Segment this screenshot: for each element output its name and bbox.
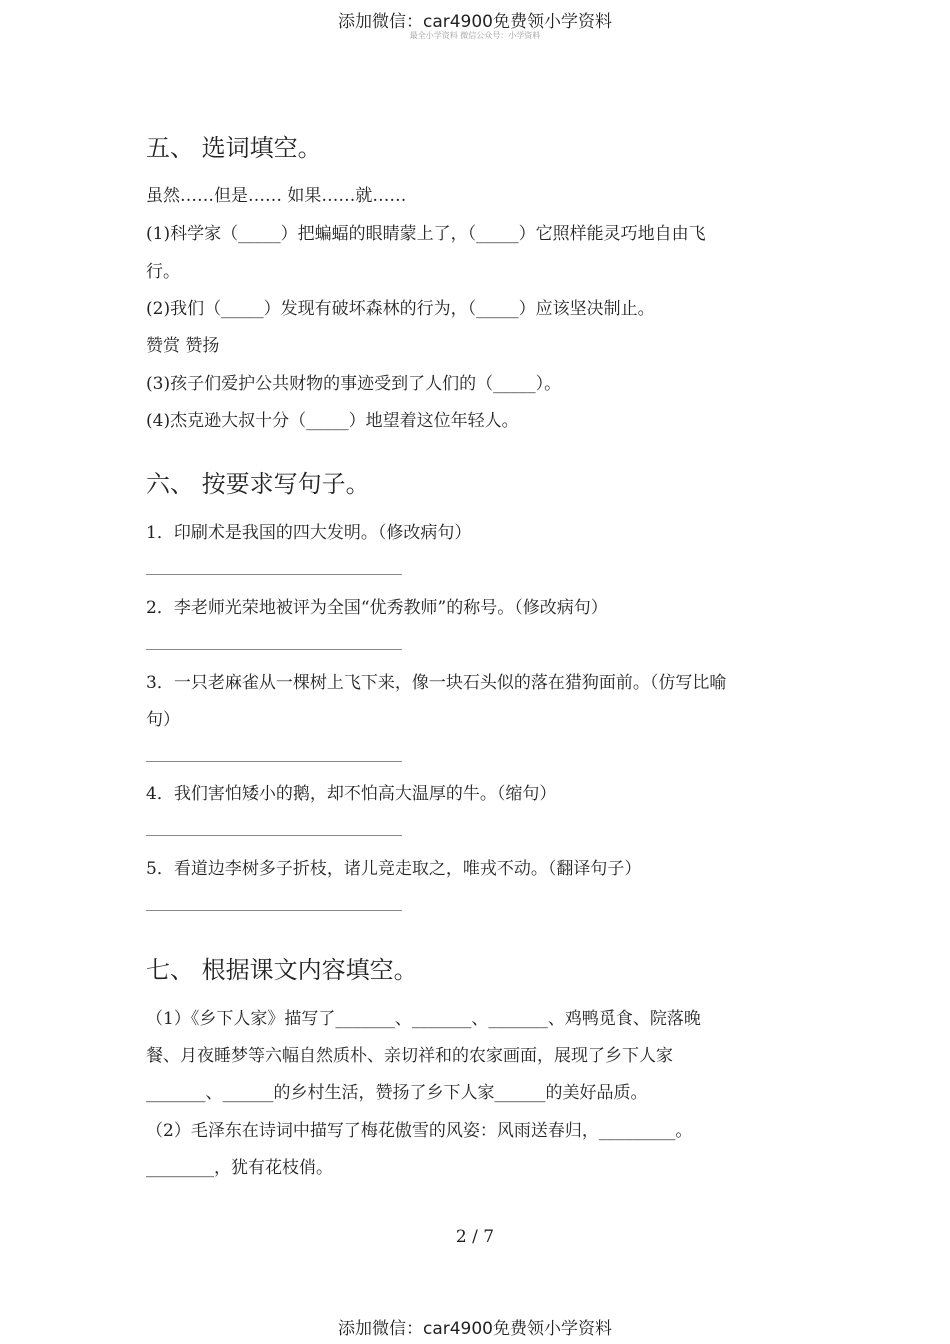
question-5-4: (4)杰克逊大叔十分（_____）地望着这位年轻人。 — [146, 411, 519, 431]
watermark-bottom: 添加微信：car4900免费领小学资料 — [337, 1319, 613, 1339]
section-7-title: 七、 根据课文内容填空。 — [146, 956, 418, 984]
question-7-1-line-2: 餐、月夜睡梦等六幅自然质朴、亲切祥和的农家画面，展现了乡下人家 — [146, 1046, 673, 1066]
question-6-4: 4．我们害怕矮小的鹅，却不怕高大温厚的牛。（缩句） — [146, 784, 557, 804]
word-choices-2: 赞赏 赞扬 — [146, 336, 220, 356]
question-5-1-line-2: 行。 — [146, 262, 180, 282]
answer-line-6-1 — [146, 574, 402, 575]
question-6-5: 5．看道边李树多子折枝，诸儿竞走取之，唯戎不动。（翻译句子） — [146, 859, 642, 879]
answer-line-6-5 — [146, 910, 402, 911]
answer-line-6-3 — [146, 761, 402, 762]
section-5-title: 五、 选词填空。 — [146, 134, 322, 162]
question-7-2-line-1: （2）毛泽东在诗词中描写了梅花傲雪的风姿：风雨送春归，_________。 — [146, 1121, 693, 1141]
watermark-subnote: 最全小学资料 微信公众号：小学资料 — [409, 31, 541, 40]
answer-line-6-4 — [146, 835, 402, 836]
question-6-3-line-1: 3．一只老麻雀从一棵树上飞下来，像一块石头似的落在猎狗面前。（仿写比喻 — [146, 673, 727, 693]
question-7-1-line-1: （1）《乡下人家》描写了_______、_______、_______、鸡鸭觅食、院落晚 — [146, 1009, 701, 1029]
question-5-1-line-1: (1)科学家（_____）把蝙蝠的眼睛蒙上了，（_____）它照样能灵巧地自由飞 — [146, 224, 706, 244]
question-6-1: 1．印刷术是我国的四大发明。（修改病句） — [146, 523, 472, 543]
question-7-1-line-3: _______、______的乡村生活，赞扬了乡下人家______的美好品质。 — [146, 1083, 648, 1103]
section-6-title: 六、 按要求写句子。 — [146, 470, 370, 498]
watermark-top: 添加微信：car4900免费领小学资料 — [337, 12, 613, 32]
question-6-2: 2．李老师光荣地被评为全国“优秀教师”的称号。（修改病句） — [146, 598, 608, 618]
answer-line-6-2 — [146, 649, 402, 650]
page-number: 2 / 7 — [455, 1227, 495, 1247]
question-5-2: (2)我们（_____）发现有破坏森林的行为，（_____）应该坚决制止。 — [146, 299, 655, 319]
word-choices-1: 虽然……但是…… 如果……就…… — [146, 186, 407, 206]
question-7-2-line-2: ________，犹有花枝俏。 — [146, 1158, 333, 1178]
question-5-3: (3)孩子们爱护公共财物的事迹受到了人们的（_____）。 — [146, 374, 562, 394]
question-6-3-line-2: 句） — [146, 710, 180, 730]
